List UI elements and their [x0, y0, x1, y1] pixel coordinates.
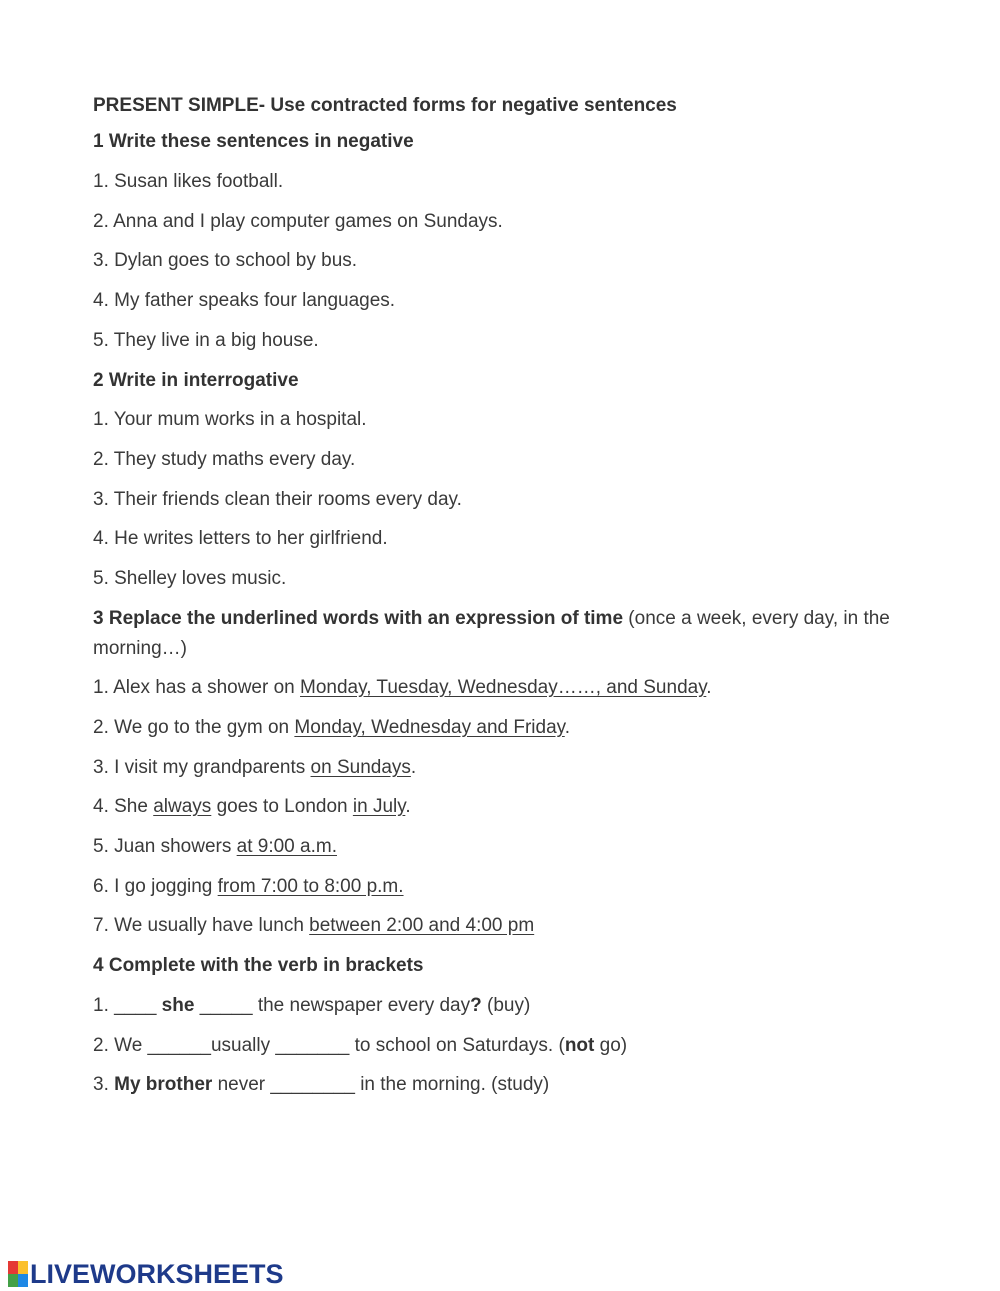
s4-item-2-a: 2. We ______usually _______ to school on Saturdays. ( — [93, 1035, 565, 1056]
s3-item-1-underlined: Monday, Tuesday, Wednesday……, and Sunday — [300, 677, 707, 698]
s4-item-3 — [93, 1073, 549, 1097]
s4-item-3-c: never ________ in the morning. (study) — [212, 1074, 550, 1095]
s1-item-2: 2. Anna and I play computer games on Sundays. — [93, 211, 503, 232]
logo-square-yellow — [18, 1261, 28, 1274]
s3-item-7-underlined: between 2:00 and 4:00 pm — [309, 915, 535, 936]
s3-item-2-post: . — [564, 717, 571, 738]
s3-item-1-post: . — [706, 677, 712, 698]
s2-item-3: 3. Their friends clean their rooms every day. — [93, 489, 462, 510]
s4-item-1-question-mark: ? — [470, 995, 482, 1016]
s3-item-1-pre: 1. Alex has a shower on — [93, 677, 301, 698]
s3-item-3 — [93, 756, 416, 780]
s1-item-5: 5. They live in a big house. — [93, 330, 319, 351]
logo-square-green — [8, 1274, 18, 1287]
s2-item-2: 2. They study maths every day. — [93, 449, 356, 470]
s4-item-3-a: 3. — [93, 1074, 115, 1095]
s3-item-4-underlined-1: always — [153, 796, 212, 817]
logo-icon — [8, 1261, 28, 1287]
s3-item-3-post: . — [410, 757, 417, 778]
s3-item-3-pre: 3. I visit my grandparents — [93, 757, 311, 778]
section-3-heading-text: 3 Replace the underlined words with an expression of time — [93, 608, 624, 629]
s1-item-4: 4. My father speaks four languages. — [93, 290, 396, 311]
s4-item-2-not: not — [564, 1035, 595, 1056]
s4-item-1-verb: (buy) — [481, 995, 531, 1016]
section-4-heading: 4 Complete with the verb in brackets — [93, 955, 424, 976]
section-1-heading: 1 Write these sentences in negative — [93, 131, 414, 152]
s3-item-6-pre: 6. I go jogging — [93, 876, 218, 897]
s3-item-6 — [93, 875, 404, 899]
s3-item-4 — [93, 795, 411, 819]
s3-item-7-pre: 7. We usually have lunch — [93, 915, 310, 936]
s2-item-5: 5. Shelley loves music. — [93, 568, 287, 589]
s3-item-4-underlined-2: in July — [352, 796, 406, 817]
section-2-heading: 2 Write in interrogative — [93, 370, 299, 391]
s3-item-5-pre: 5. Juan showers — [93, 836, 237, 857]
s3-item-1 — [93, 676, 712, 700]
s4-item-1-a: 1. ____ — [93, 995, 162, 1016]
s2-item-4: 4. He writes letters to her girlfriend. — [93, 528, 388, 549]
s3-item-2-pre: 2. We go to the gym on — [93, 717, 295, 738]
s3-item-5-underlined: at 9:00 a.m. — [236, 836, 337, 857]
logo-square-blue — [18, 1274, 28, 1287]
s3-item-3-underlined: on Sundays — [310, 757, 411, 778]
logo-square-red — [8, 1261, 18, 1274]
liveworksheets-logo — [8, 1259, 284, 1289]
s4-item-1-c: _____ the newspaper every day — [194, 995, 471, 1016]
s4-item-2 — [93, 1034, 627, 1058]
s4-item-1-subject: she — [161, 995, 195, 1016]
s3-item-7 — [93, 914, 534, 938]
s4-item-3-subject: My brother — [114, 1074, 213, 1095]
s3-item-4-post: . — [405, 796, 411, 817]
page-title: PRESENT SIMPLE- Use contracted forms for negative sentences — [93, 95, 677, 116]
section-3-hint: (once a week, every day, in the morning…) — [93, 608, 890, 659]
s3-item-6-underlined: from 7:00 to 8:00 p.m. — [217, 876, 404, 897]
s1-item-3: 3. Dylan goes to school by bus. — [93, 250, 358, 271]
s3-item-4-pre: 4. She — [93, 796, 154, 817]
s2-item-1: 1. Your mum works in a hospital. — [93, 409, 367, 430]
section-3-heading — [93, 604, 923, 664]
s1-item-1: 1. Susan likes football. — [93, 171, 284, 192]
s3-item-2-underlined: Monday, Wednesday and Friday — [294, 717, 565, 738]
s4-item-1 — [93, 994, 530, 1018]
s4-item-2-c: go) — [594, 1035, 628, 1056]
s3-item-4-mid: goes to London — [211, 796, 353, 817]
s3-item-5 — [93, 835, 337, 859]
logo-text: LIVEWORKSHEETS — [30, 1258, 284, 1289]
s3-item-2 — [93, 716, 570, 740]
